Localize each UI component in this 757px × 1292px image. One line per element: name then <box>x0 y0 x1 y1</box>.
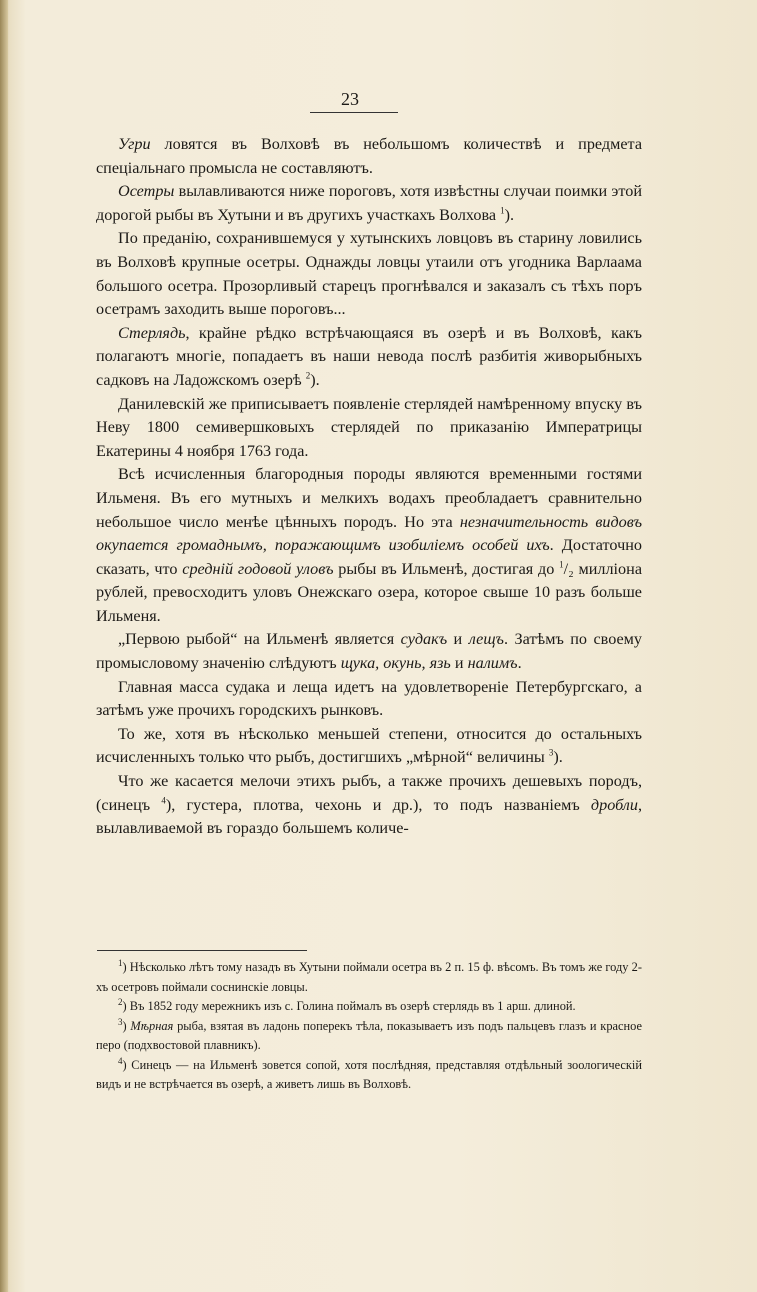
text-run: Всѣ исчисленныя благородныя породы являются временными гостями Ильменя. Въ его мутныхъ и мелкихъ водахъ преобладаетъ сравнительно небольшое число менѣе цѣнныхъ породъ. Но эта <box>96 465 642 531</box>
italic-text: Мѣрная <box>130 1018 174 1033</box>
paragraph <box>96 133 642 180</box>
italic-text: средній годовой уловъ <box>182 559 334 578</box>
footnote <box>96 958 642 997</box>
paragraph <box>96 723 642 770</box>
italic-text: Угри <box>118 135 151 153</box>
text-run: Главная масса судака и леща идетъ на удовлетвореніе Петербургскаго, а затѣмъ уже прочихъ городскихъ рынковъ. <box>96 677 642 720</box>
text-run: ловятся въ Волховѣ въ небольшомъ количествѣ и предмета спеціальнаго промысла не составляютъ. <box>96 135 642 177</box>
text-run: ). <box>504 205 515 224</box>
italic-text: налимъ <box>467 654 518 673</box>
footnote-ref: 3 <box>118 1016 123 1027</box>
footnote-ref: 1 <box>559 559 564 570</box>
italic-text: Осетры <box>118 182 175 201</box>
text-run: и <box>447 630 469 649</box>
text-run: ) Синецъ — на Ильменѣ зовется сопой, хотя послѣдняя, представляя отдѣльный зоологическій видъ и не встрѣчается въ озерѣ, а живетъ лишь въ Волховѣ. <box>96 1057 642 1091</box>
text-run: Данилевскій же приписываетъ появленіе стерлядей намѣренному впуску въ Неву 1800 семивершковыхъ стерлядей по приказанію Императрицы Екатерины 4 ноября 1763 года. <box>96 394 642 460</box>
paragraph <box>96 393 642 464</box>
text-run: вылавливаются ниже пороговъ, хотя извѣстны случаи поимки этой дорогой рыбы въ Хутыни и въ другихъ участкахъ Волхова <box>96 182 642 224</box>
paragraph <box>96 463 642 628</box>
text-run: . Затѣмъ по своему промысловому значенію слѣдуютъ <box>96 630 643 673</box>
footnote-ref: 4 <box>118 1055 123 1066</box>
italic-text: незначительность видовъ окупается громаднымъ, поражающимъ изобиліемъ особей ихъ <box>96 512 642 555</box>
footnote <box>96 997 642 1017</box>
footnote-ref: 2 <box>305 370 311 381</box>
paragraph <box>96 770 642 841</box>
paragraph <box>96 227 642 321</box>
text-run: , вылавливаемой въ гораздо большемъ количе- <box>96 795 643 838</box>
text-run: /₂ милліона рублей, превосходитъ уловъ Онежскаго озера, которое свыше 10 разъ больше Ильменя. <box>96 559 642 625</box>
footnote <box>96 1017 642 1056</box>
text-run: ) <box>122 1018 131 1033</box>
text-run: По преданію, сохранившемуся у хутынскихъ ловцовъ въ старину ловились въ Волховѣ крупные осетры. Однажды ловцы утаили отъ угодника Варлаама большого осетра. Прозорливый старецъ прогнѣвался и заказалъ съ тѣхъ поръ осетрамъ заходить выше пороговъ... <box>96 229 642 319</box>
italic-text: Стерлядь <box>118 323 186 342</box>
footnote-ref: 1 <box>118 957 123 968</box>
footnote-ref: 4 <box>161 795 166 806</box>
page-number: 23 <box>341 89 359 109</box>
text-run: . <box>517 654 522 673</box>
text-run: ). <box>553 748 563 767</box>
text-run: Что же касается мелочи этихъ рыбъ, а также прочихъ дешевыхъ породъ, (синецъ <box>96 772 642 814</box>
paragraph <box>96 322 642 393</box>
text-run: и <box>450 654 468 673</box>
footnote <box>96 1056 642 1095</box>
text-run: ). <box>310 370 320 389</box>
text-run: ) Нѣсколько лѣтъ тому назадъ въ Хутыни поймали осетра въ 2 п. 15 ф. вѣсомъ. Въ томъ же году 2-хъ осетровъ поймали соснинскіе ловцы. <box>96 960 642 994</box>
italic-text: дробли <box>590 795 638 814</box>
italic-text: судакъ <box>400 630 448 649</box>
paragraph <box>96 676 642 723</box>
main-text <box>96 133 642 841</box>
italic-text: щука, окунь, язь <box>340 654 451 673</box>
italic-text: лещъ <box>468 630 504 649</box>
text-run: То же, хотя въ нѣсколько меньшей степени, относится до остальныхъ исчисленныхъ только что рыбъ, достигшихъ „мѣрной“ величины <box>96 724 642 767</box>
text-run: , крайне рѣдко встрѣчающаяся въ озерѣ и въ Волховѣ, какъ полагаютъ многіе, попадаетъ въ наши невода послѣ разбитія живорыбныхъ садковъ на Ладожскомъ озерѣ <box>96 323 642 389</box>
text-run: „Первою рыбой“ на Ильменѣ является <box>118 630 401 649</box>
paragraph <box>96 180 642 227</box>
page-number-rule <box>310 112 398 113</box>
footnote-ref: 3 <box>548 748 554 759</box>
footnote-separator <box>97 950 307 951</box>
text-run: ) Въ 1852 году мережникъ изъ с. Голина поймалъ въ озерѣ стерлядь въ 1 арш. длиной. <box>122 999 576 1013</box>
text-run: рыба, взятая въ ладонь поперекъ тѣла, показываетъ изъ подъ пальцевъ глазъ и красное перо (подхвостовой плавникъ). <box>96 1018 642 1052</box>
paragraph <box>96 628 642 675</box>
text-run: рыбы въ Ильменѣ, достигая до <box>333 559 560 578</box>
text-run: . Достаточно сказать, что <box>96 536 642 578</box>
page-spine-shadow <box>0 0 8 1292</box>
footnote-ref: 1 <box>500 205 505 216</box>
footnotes <box>96 958 642 1095</box>
text-run: ), густера, плотва, чехонь и др.), то подъ названіемъ <box>165 795 591 814</box>
footnote-ref: 2 <box>118 996 123 1007</box>
